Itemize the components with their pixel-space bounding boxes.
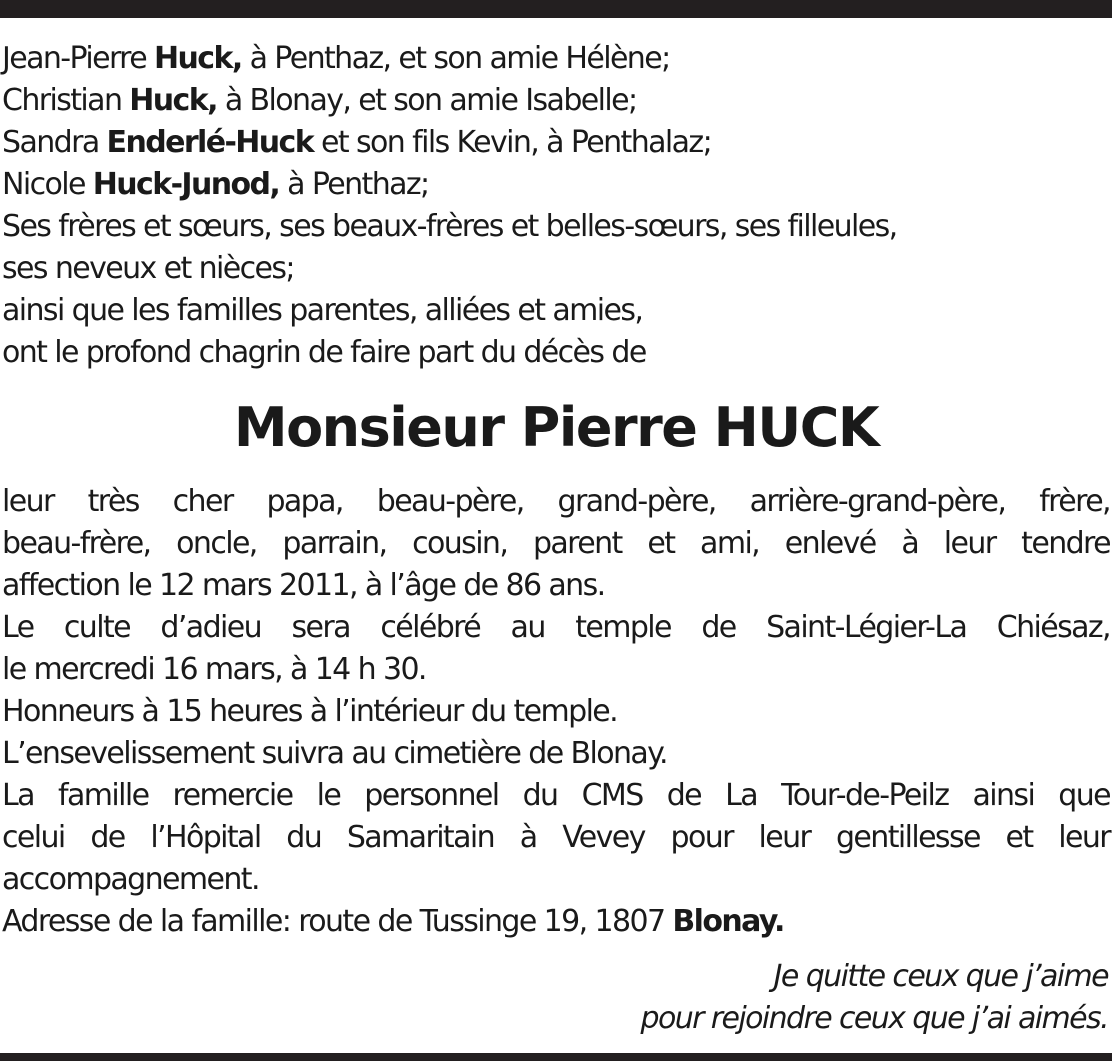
- thanks-line: accompagnement.: [2, 862, 259, 897]
- family-address: [2, 901, 1110, 943]
- family-surname: Huck,: [129, 83, 217, 118]
- address-text: Adresse de la famille: route de Tussinge 19, 1807: [2, 904, 673, 939]
- ceremony-date-line: le mercredi 16 mars, à 14 h 30.: [2, 652, 426, 687]
- family-surname: Huck,: [154, 41, 242, 76]
- closing-quote-line: pour rejoindre ceux que j’ai aimés.: [640, 1001, 1108, 1036]
- family-member-name: Sandra: [2, 125, 107, 160]
- closing-quote-line: Je quitte ceux que j’aime: [773, 959, 1108, 994]
- family-detail: et son fils Kevin, à Penthalaz;: [313, 125, 712, 160]
- family-member-name: Christian: [2, 83, 130, 118]
- relatives-line: ses neveux et nièces;: [2, 251, 294, 286]
- thanks-line: celui de l’Hôpital du Samaritain à Vevey pour leur gentillesse et leur: [2, 820, 1110, 855]
- family-member-name: Jean-Pierre: [2, 41, 155, 76]
- family-detail: à Penthaz;: [279, 167, 429, 202]
- family-member-name: Nicole: [2, 167, 93, 202]
- address-town: Blonay.: [672, 904, 784, 939]
- body-line: beau-frère, oncle, parrain, cousin, parent et ami, enlevé à leur tendre: [2, 526, 1110, 561]
- thanks-line: La famille remercie le personnel du CMS de La Tour-de-Peilz ainsi que: [2, 778, 1110, 813]
- family-line: [2, 164, 1110, 206]
- burial-line: L’ensevelissement suivra au cimetière de Blonay.: [2, 736, 667, 771]
- ceremony-line: Le culte d’adieu sera célébré au temple de Saint-Légier-La Chiésaz,: [2, 610, 1110, 645]
- announcement-line: ont le profond chagrin de faire part du décès de: [2, 335, 646, 370]
- deceased-name-heading: Monsieur Pierre HUCK: [233, 396, 879, 459]
- family-surname: Huck-Junod,: [92, 167, 280, 202]
- honours-line: Honneurs à 15 heures à l’intérieur du temple.: [2, 694, 618, 729]
- family-detail: à Penthaz, et son amie Hélène;: [241, 41, 670, 76]
- family-surname: Enderlé-Huck: [106, 125, 314, 160]
- family-line: [2, 38, 1110, 80]
- top-rule: [0, 0, 1112, 18]
- family-line: [2, 80, 1110, 122]
- body-line: leur très cher papa, beau-père, grand-père, arrière-grand-père, frère,: [2, 484, 1110, 519]
- bottom-rule: [0, 1053, 1112, 1061]
- family-detail: à Blonay, et son amie Isabelle;: [216, 83, 637, 118]
- relatives-line: Ses frères et sœurs, ses beaux-frères et belles-sœurs, ses filleules,: [2, 209, 897, 244]
- relatives-line: ainsi que les familles parentes, alliées et amies,: [2, 293, 643, 328]
- body-line: affection le 12 mars 2011, à l’âge de 86 ans.: [2, 568, 605, 603]
- family-line: [2, 122, 1110, 164]
